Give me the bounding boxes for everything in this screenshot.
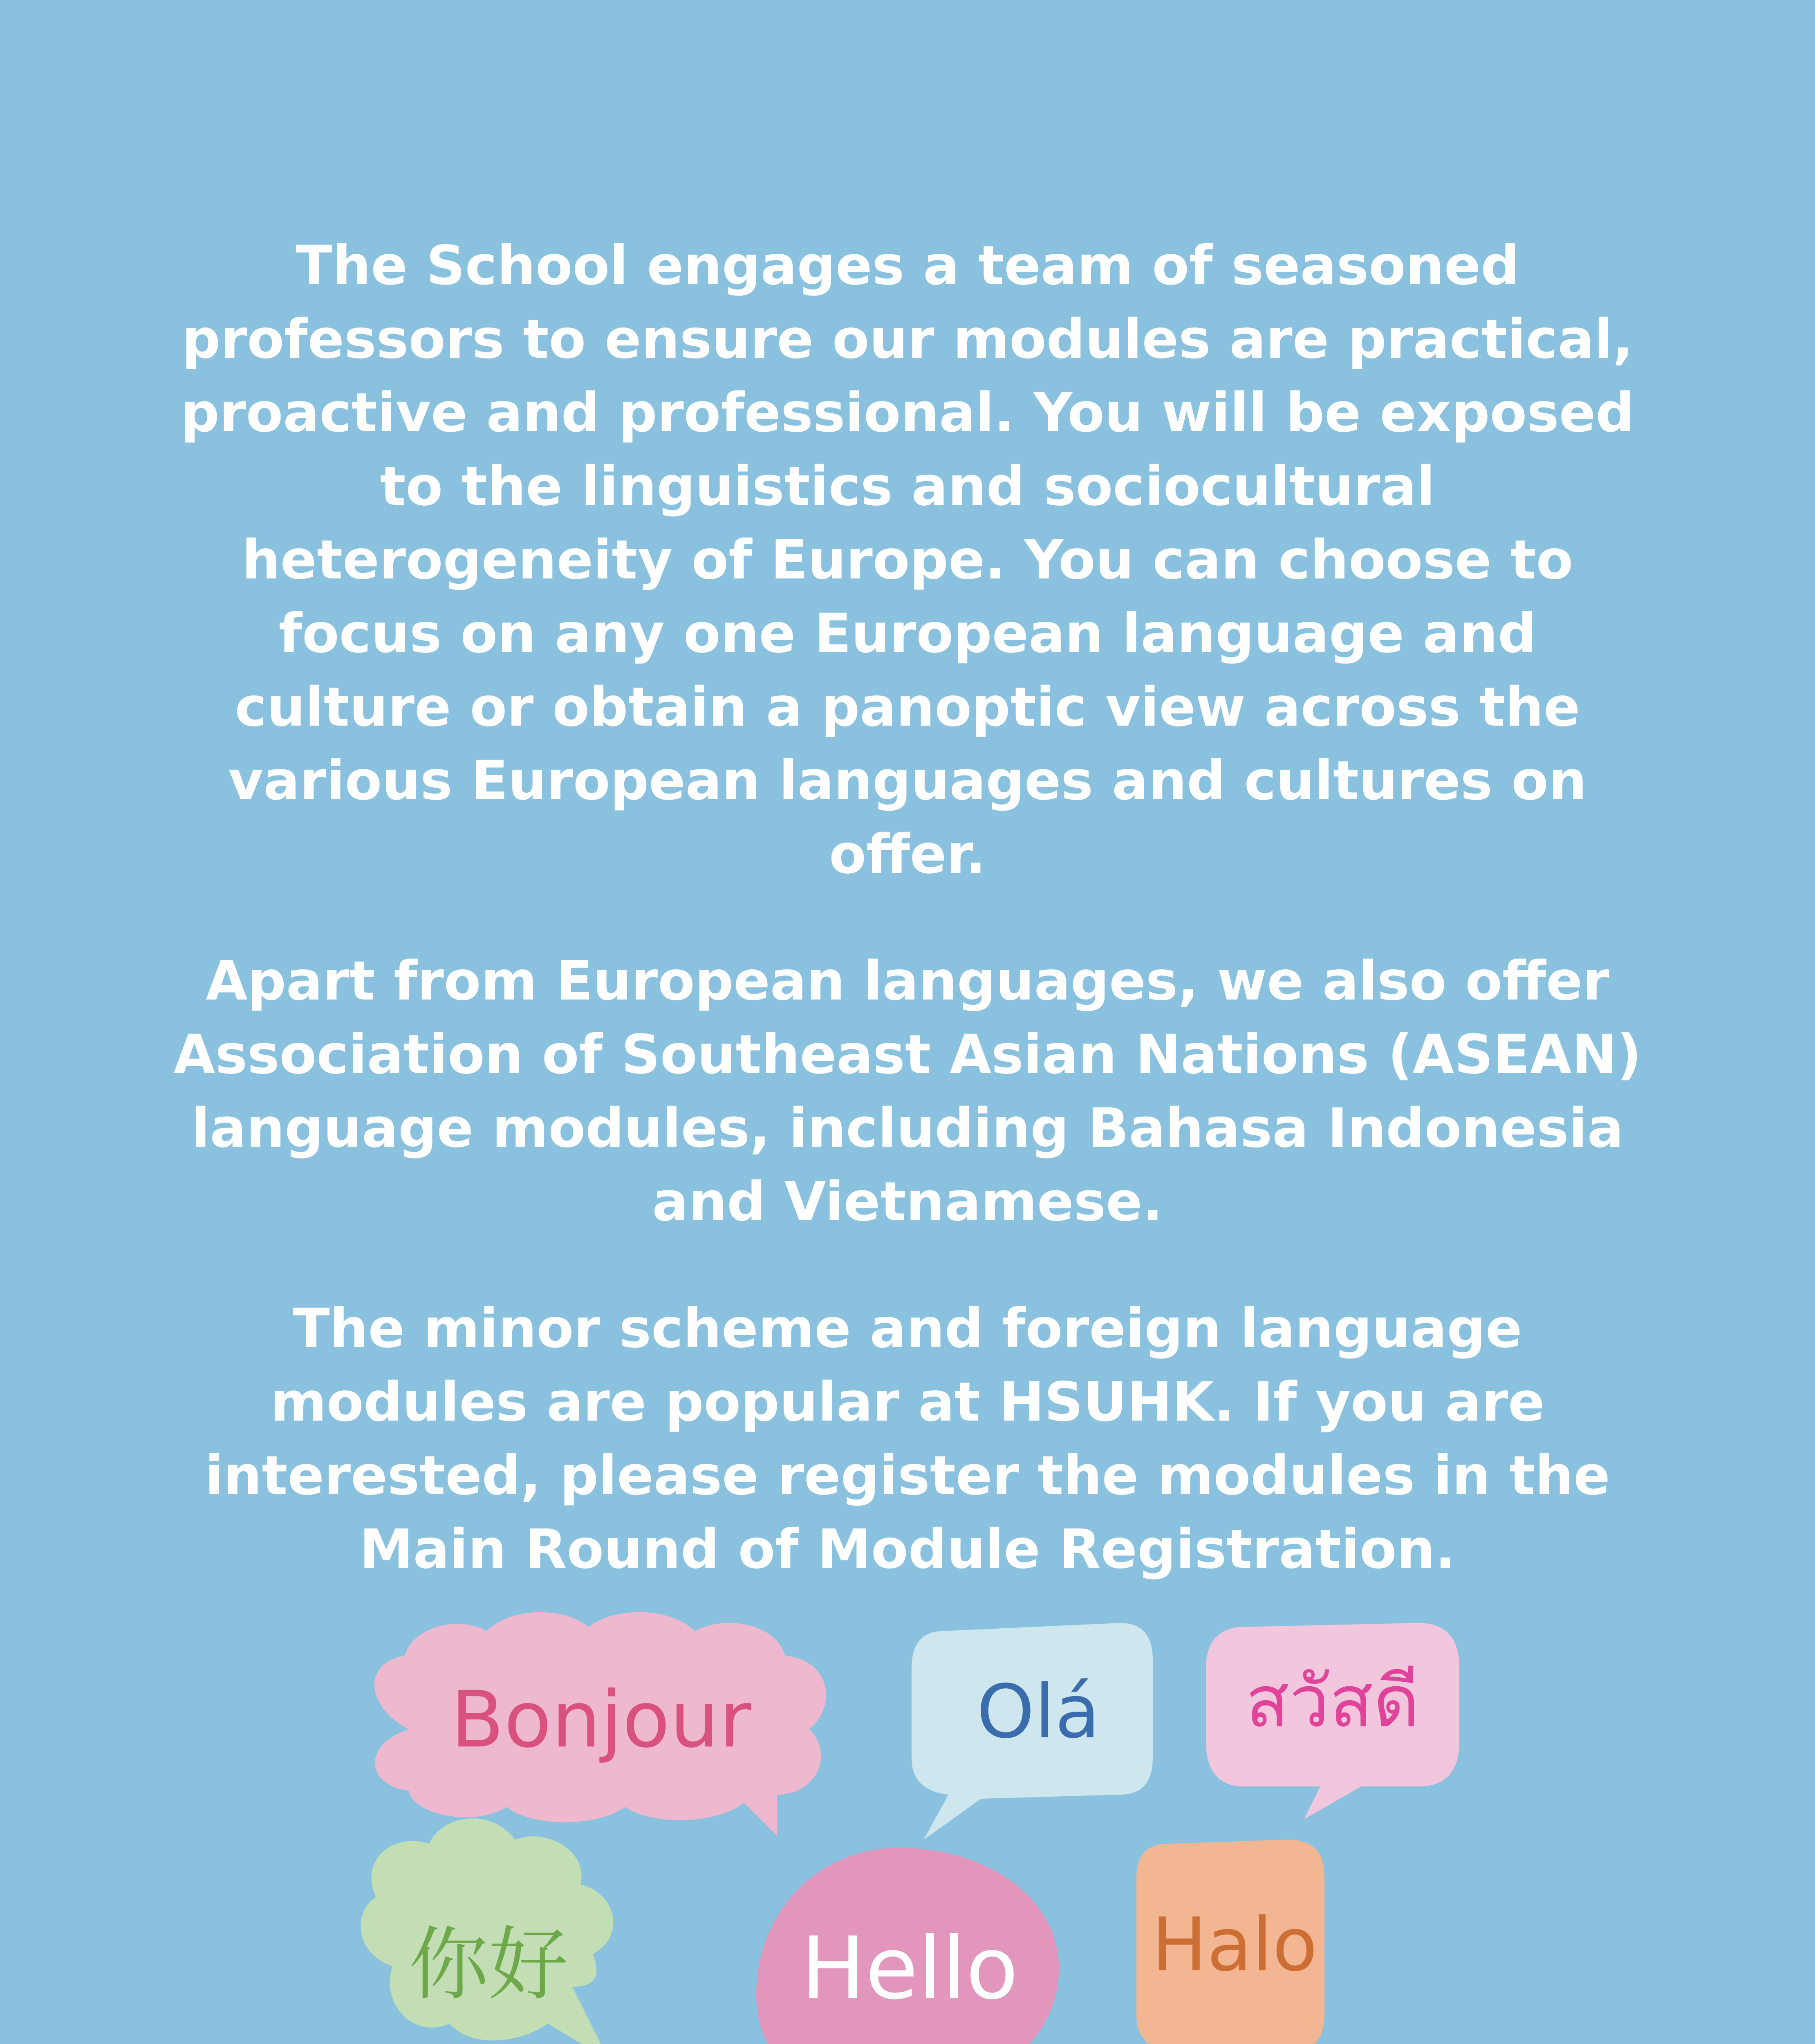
sawasdee-bubble — [1206, 1623, 1459, 1819]
bonjour-label: Bonjour — [450, 1674, 751, 1765]
bonjour-bubble — [374, 1612, 826, 1836]
hello-bubble — [756, 1848, 1059, 2044]
ola-bubble — [912, 1623, 1153, 1840]
nihao-bubble — [361, 1818, 613, 2044]
halo-label: Halo — [1152, 1902, 1318, 1988]
nihao-label: 你好 — [409, 1918, 568, 2011]
halo-bubble — [1136, 1840, 1324, 2044]
ola-label: Olá — [977, 1669, 1100, 1755]
intro-paragraph: The School engages a team of seasoned professors to ensure our modules are practical, proactive and professional. You will be exposed to the linguistics and sociocultural heterogeneity of Europe. You can choose to focus on any one European language and culture or obtain a panoptic view across the various European languages and cultures on offer. — [181, 234, 1634, 886]
greeting-bubbles — [0, 1594, 1815, 2044]
sawasdee-label: สวัสดี — [1246, 1660, 1420, 1744]
hello-label: Hello — [800, 1918, 1019, 2019]
body-copy — [172, 229, 1643, 1639]
asean-paragraph: Apart from European languages, we also offer Association of Southeast Asian Nations (ASEAN) language modules, including Bahasa Indonesia and Vietnamese. — [173, 950, 1642, 1233]
registration-paragraph: The minor scheme and foreign language modules are popular at HSUHK. If you are interested, please register the modules in the Main Round of Module Registration. — [205, 1297, 1610, 1581]
